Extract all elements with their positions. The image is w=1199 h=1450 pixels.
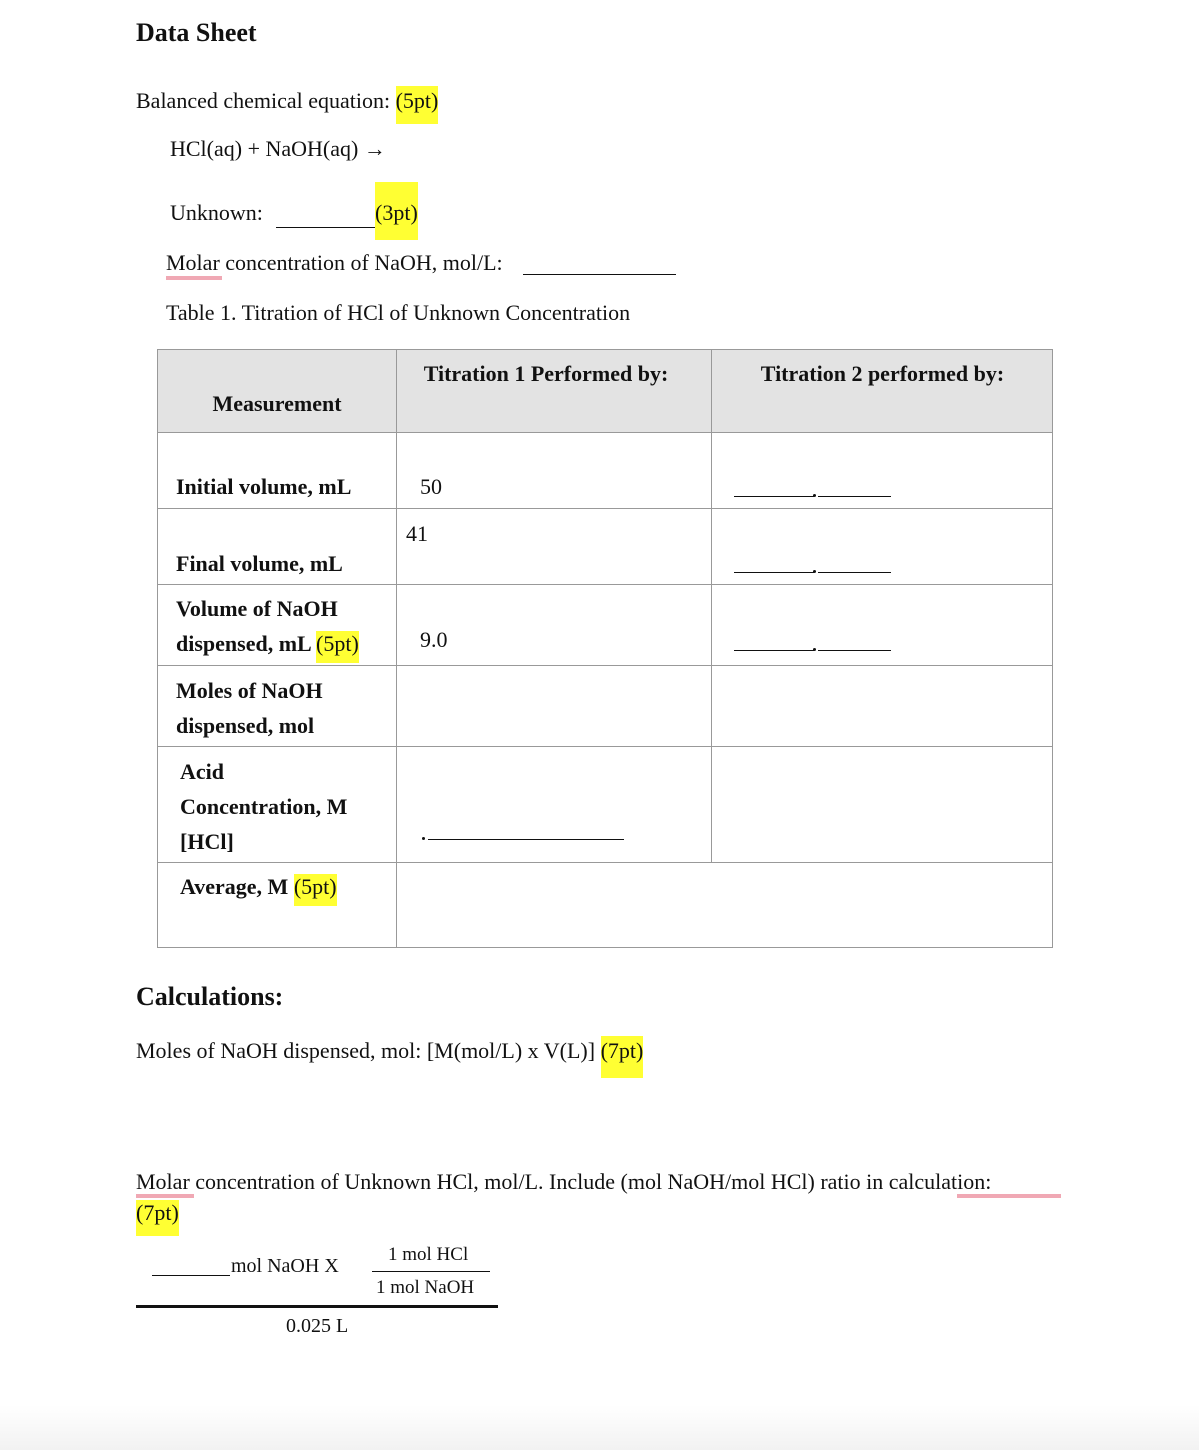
equation-label-text: Balanced chemical equation: xyxy=(136,88,391,113)
decimal-point xyxy=(813,570,816,573)
row-dispensed-label-2 xyxy=(176,631,359,663)
equation-points: (5pt) xyxy=(396,86,439,124)
row-final-t2-blank-whole[interactable] xyxy=(734,572,814,573)
table-caption: Table 1. Titration of HCl of Unknown Concentration xyxy=(166,300,631,325)
moles-calc-points: (7pt) xyxy=(601,1036,644,1078)
moles-calc-text: Moles of NaOH dispensed, mol: [M(mol/L) x V(L)] xyxy=(136,1038,596,1063)
unknown-points: (3pt) xyxy=(375,182,418,240)
decimal-point xyxy=(422,837,425,840)
row-average-points: (5pt) xyxy=(294,874,337,906)
fraction-numerator-unit: mol NaOH X xyxy=(231,1255,339,1277)
table-vline xyxy=(711,350,712,862)
unknown-label: Unknown: xyxy=(170,200,263,225)
decimal-point xyxy=(813,648,816,651)
molar-hcl-rest: concentration of Unknown HCl, mol/L. Include (mol NaOH/mol HCl) ratio in xyxy=(189,1169,889,1194)
row-final-t1: 41 xyxy=(406,521,428,546)
row-moles-label-1: Moles of NaOH xyxy=(176,678,323,703)
row-final-t2-blank-decimal[interactable] xyxy=(818,572,891,573)
moles-calc-line xyxy=(136,1036,643,1078)
table-hline xyxy=(158,746,1052,747)
fraction-denominator: 0.025 L xyxy=(286,1315,349,1337)
molar-hcl-line xyxy=(136,1169,991,1195)
reaction-equation: HCl(aq) + NaOH(aq) → xyxy=(170,136,386,161)
molar-naoh-label xyxy=(166,250,503,276)
row-dispensed-label-2-text: dispensed, mL xyxy=(176,631,311,656)
header-titration-2: Titration 2 performed by: xyxy=(760,361,1005,386)
table-vline xyxy=(396,350,397,947)
molar-hcl-end: calculation xyxy=(888,1169,986,1194)
row-initial-label: Initial volume, mL xyxy=(176,474,352,499)
row-dispensed-t1: 9.0 xyxy=(420,627,448,652)
page-title: Data Sheet xyxy=(136,18,257,47)
molar-naoh-word: Molar xyxy=(166,250,220,275)
molar-hcl-word: Molar xyxy=(136,1169,190,1194)
fraction-numerator-blank[interactable] xyxy=(152,1275,230,1276)
row-acid-t1-blank[interactable] xyxy=(428,839,624,840)
row-dispensed-t2-blank-decimal[interactable] xyxy=(818,650,891,651)
row-dispensed-points: (5pt) xyxy=(316,631,359,663)
row-acid-label-3: [HCl] xyxy=(180,829,234,854)
calculations-title: Calculations: xyxy=(136,982,284,1011)
row-average-label-text: Average, M xyxy=(180,874,289,899)
page-bottom-fade xyxy=(0,1405,1199,1450)
row-initial-t2-blank-decimal[interactable] xyxy=(818,496,891,497)
main-fraction-bar xyxy=(136,1305,498,1308)
decimal-point xyxy=(813,494,816,497)
spellcheck-underline xyxy=(957,1194,1061,1198)
molar-naoh-blank[interactable] xyxy=(523,274,676,275)
row-acid-label-2: Concentration, M xyxy=(180,794,348,819)
header-measurement: Measurement xyxy=(212,391,342,416)
molar-naoh-rest: concentration of NaOH, mol/L: xyxy=(219,250,503,275)
spellcheck-underline xyxy=(166,276,222,280)
row-initial-t2-blank-whole[interactable] xyxy=(734,496,814,497)
fraction-ratio-top: 1 mol HCl xyxy=(388,1244,469,1265)
fraction-ratio-bottom: 1 mol NaOH xyxy=(376,1277,475,1298)
table-hline xyxy=(158,584,1052,585)
row-final-label: Final volume, mL xyxy=(176,551,343,576)
row-moles-label-2: dispensed, mol xyxy=(176,713,315,738)
molar-hcl-colon: : xyxy=(985,1169,992,1194)
table-hline xyxy=(158,508,1052,509)
equation-label xyxy=(136,86,438,124)
row-dispensed-t2-blank-whole[interactable] xyxy=(734,650,814,651)
table-hline xyxy=(158,862,1052,863)
row-initial-t1: 50 xyxy=(420,474,442,499)
spellcheck-underline xyxy=(136,1194,194,1198)
header-titration-1: Titration 1 Performed by: xyxy=(423,361,669,386)
row-average-label xyxy=(180,874,337,906)
titration-table xyxy=(157,349,1053,948)
molar-hcl-points: (7pt) xyxy=(136,1200,179,1236)
unknown-blank[interactable] xyxy=(276,227,376,228)
table-hline xyxy=(158,665,1052,666)
row-dispensed-label-1: Volume of NaOH xyxy=(176,596,338,621)
row-acid-label-1: Acid xyxy=(180,759,224,784)
ratio-fraction-bar xyxy=(372,1271,490,1272)
